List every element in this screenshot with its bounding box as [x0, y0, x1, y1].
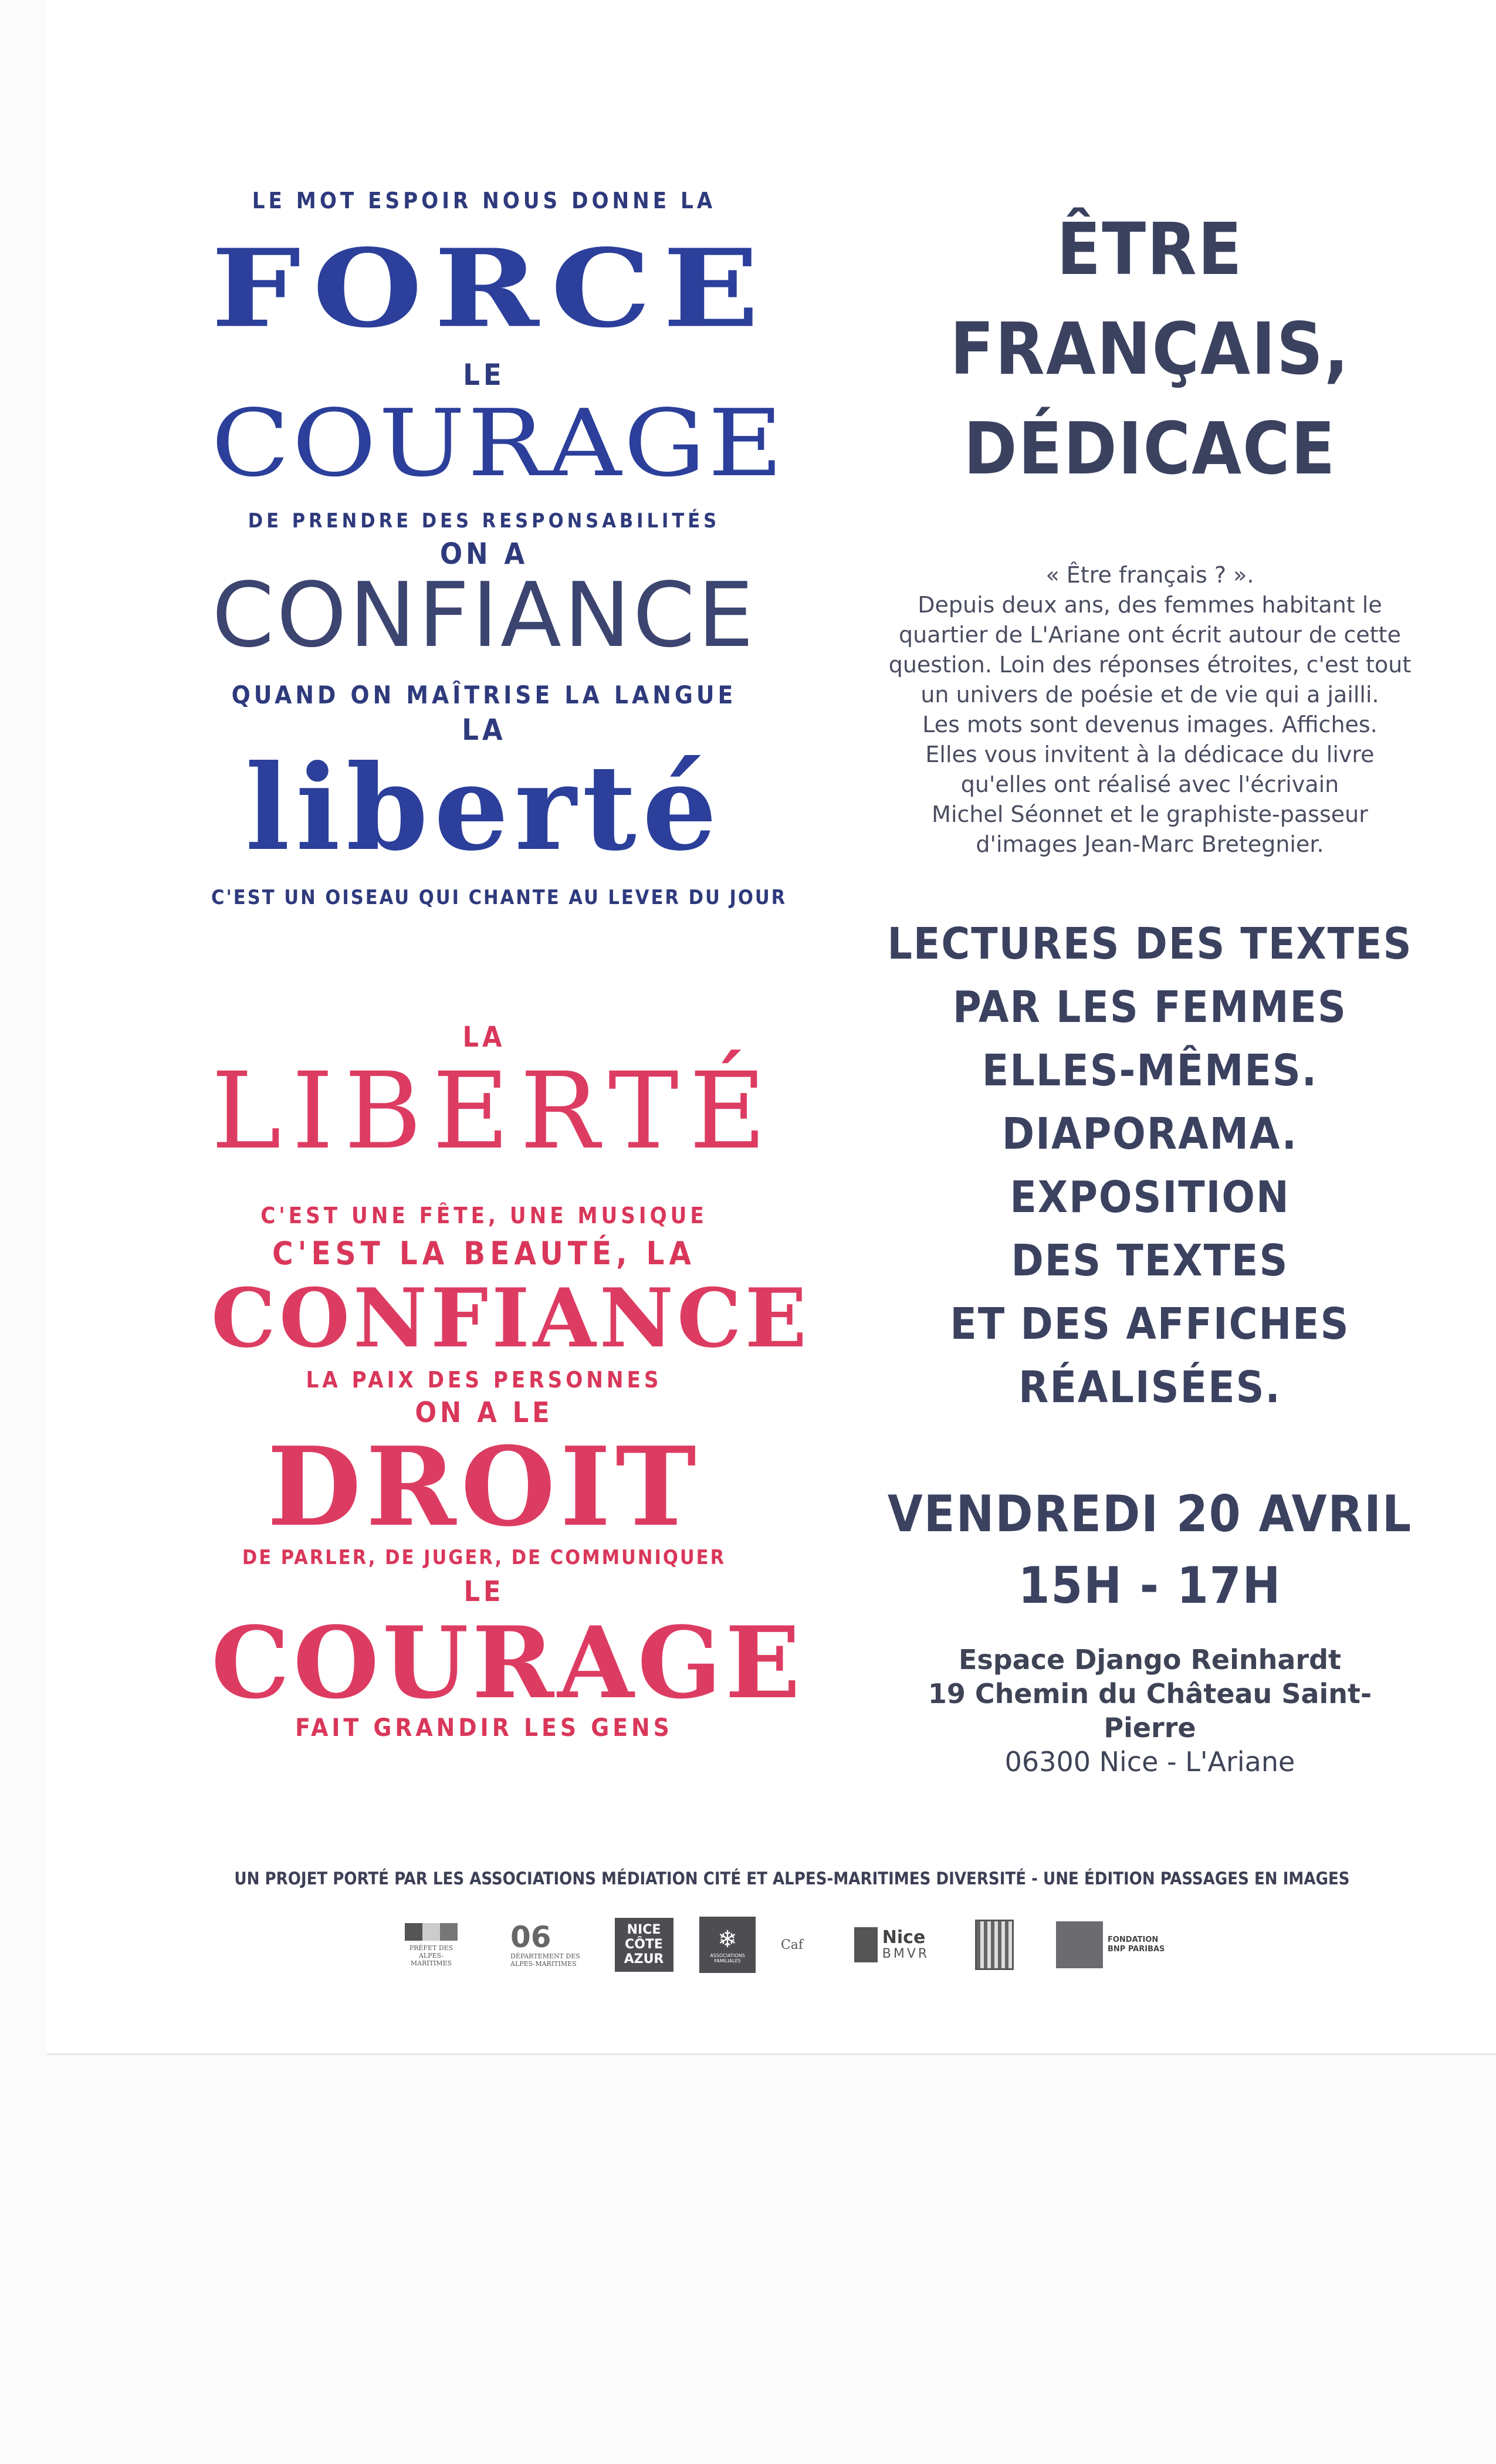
nca-logo: [613, 1915, 675, 1974]
red-line-3: C'EST LA BEAUTÉ, LA: [272, 1235, 696, 1272]
intro-line: qu'elles ont réalisé avec l'écrivain: [960, 771, 1339, 797]
red-line-6: DE PARLER, DE JUGER, DE COMMUNIQUER: [242, 1546, 726, 1569]
date-time: 15H - 17H: [1018, 1556, 1282, 1615]
date-day: VENDREDI 20 AVRIL: [887, 1485, 1413, 1544]
event-title: [886, 199, 1414, 499]
fondation-line-2: BNP PARIBAS: [1108, 1945, 1165, 1954]
shield-icon: [975, 1920, 1014, 1970]
title-line-1: ÊTRE: [1057, 208, 1243, 291]
program-line: PAR LES FEMMES: [953, 982, 1347, 1033]
tricolor-flag-icon: [405, 1923, 458, 1941]
blue-line-2: LE: [463, 358, 505, 392]
intro-line: un univers de poésie et de vie qui a jailli.: [920, 682, 1379, 708]
program-line: DIAPORAMA.: [1001, 1109, 1298, 1159]
coat-of-arms-logo: [971, 1915, 1018, 1974]
program-line: EXPOSITION: [1010, 1172, 1290, 1223]
program-line: ET DES AFFICHES: [950, 1299, 1350, 1349]
intro-paragraph: [886, 560, 1414, 859]
blue-word-force: FORCE: [211, 225, 771, 352]
intro-line: Les mots sont devenus images. Affiches.: [922, 712, 1377, 737]
blue-line-3: DE PRENDRE DES RESPONSABILITÉS: [248, 509, 720, 533]
nca-line-3: AZUR: [624, 1952, 664, 1967]
red-word-liberte: LIBERTÉ: [211, 1050, 777, 1173]
blue-word-courage: COURAGE: [211, 390, 786, 497]
title-line-2: FRANÇAIS,: [950, 307, 1350, 391]
prefet-logo: [399, 1915, 463, 1974]
snowflake-icon: ❄: [717, 1926, 737, 1953]
red-word-courage: COURAGE: [211, 1605, 804, 1721]
prefet-label: PRÉFET DES ALPES-MARITIMES: [409, 1944, 453, 1967]
title-line-3: DÉDICACE: [963, 407, 1336, 490]
assoc-logo: [698, 1915, 757, 1974]
blue-line-4: ON A: [439, 537, 529, 571]
program-line: ELLES-MÊMES.: [981, 1045, 1318, 1096]
intro-line: Elles vous invitent à la dédicace du livre: [925, 742, 1375, 767]
intro-line: quartier de L'Ariane ont écrit autour de cette: [899, 622, 1401, 648]
program-line: RÉALISÉES.: [1018, 1362, 1281, 1413]
red-line-4: LA PAIX DES PERSONNES: [306, 1367, 662, 1393]
nca-line-1: NICE: [627, 1923, 661, 1937]
departement-number: 06: [510, 1920, 551, 1954]
poster-blue: [211, 182, 787, 921]
departement-label: DÉPARTEMENT DES ALPES-MARITIMES: [510, 1952, 580, 1968]
blue-line-1: LE MOT ESPOIR NOUS DONNE LA: [252, 188, 716, 214]
nice-bmvr-logo: [845, 1915, 939, 1974]
star-icon: [1056, 1921, 1103, 1968]
blue-line-7: C'EST UN OISEAU QUI CHANTE AU LEVER DU JOUR: [211, 886, 787, 909]
intro-line: « Être français ? ».: [1045, 562, 1254, 588]
blue-word-liberte: liberté: [245, 739, 723, 877]
caf-label: Caf: [780, 1937, 804, 1952]
event-venue: [886, 1643, 1414, 1779]
intro-line: Depuis deux ans, des femmes habitant le: [918, 592, 1382, 618]
red-line-2: C'EST UNE FÊTE, UNE MUSIQUE: [260, 1203, 708, 1228]
event-date: [886, 1478, 1414, 1622]
nice-label: Nice: [882, 1927, 926, 1948]
footer-credits: UN PROJET PORTÉ PAR LES ASSOCIATIONS MÉDIATION CITÉ ET ALPES-MARITIMES DIVERSITÉ - UNE ÉDITION PASSAGES EN IMAGES: [234, 1869, 1350, 1888]
intro-line: Michel Séonnet et le graphiste-passeur: [932, 801, 1368, 827]
nca-line-2: CÔTE: [625, 1937, 663, 1952]
intro-line: d'images Jean-Marc Bretegnier.: [976, 831, 1324, 857]
venue-name: Espace Django Reinhardt: [958, 1644, 1342, 1676]
bnp-logo: [1056, 1915, 1173, 1974]
venue-street: 19 Chemin du Château Saint-Pierre: [928, 1678, 1372, 1744]
program-line: LECTURES DES TEXTES: [887, 919, 1413, 969]
event-program: [886, 912, 1414, 1419]
eagle-icon: [854, 1927, 878, 1962]
red-word-droit: DROIT: [267, 1423, 701, 1551]
blue-line-6: LA: [462, 713, 506, 747]
red-word-confiance: CONFIANCE: [211, 1270, 810, 1366]
red-line-1: LA: [462, 1021, 506, 1054]
poster-red: [211, 1021, 810, 1754]
assoc-label: ASSOCIATIONS FAMILIALES: [710, 1953, 745, 1964]
departement-logo: [510, 1915, 581, 1974]
red-line-8: FAIT GRANDIR LES GENS: [295, 1713, 673, 1742]
red-line-7: LE: [463, 1575, 505, 1608]
intro-line: question. Loin des réponses étroites, c'est tout: [888, 652, 1412, 678]
caf-logo: [769, 1915, 815, 1974]
blue-word-confiance: CONFIANCE: [212, 563, 756, 667]
venue-city: 06300 Nice - L'Ariane: [1004, 1746, 1295, 1778]
red-line-5: ON A LE: [415, 1396, 553, 1429]
bmvr-label: BMVR: [882, 1946, 930, 1961]
blue-line-5: QUAND ON MAÎTRISE LA LANGUE: [231, 681, 737, 709]
fondation-line-1: FONDATION: [1108, 1935, 1159, 1944]
program-line: DES TEXTES: [1011, 1236, 1289, 1286]
